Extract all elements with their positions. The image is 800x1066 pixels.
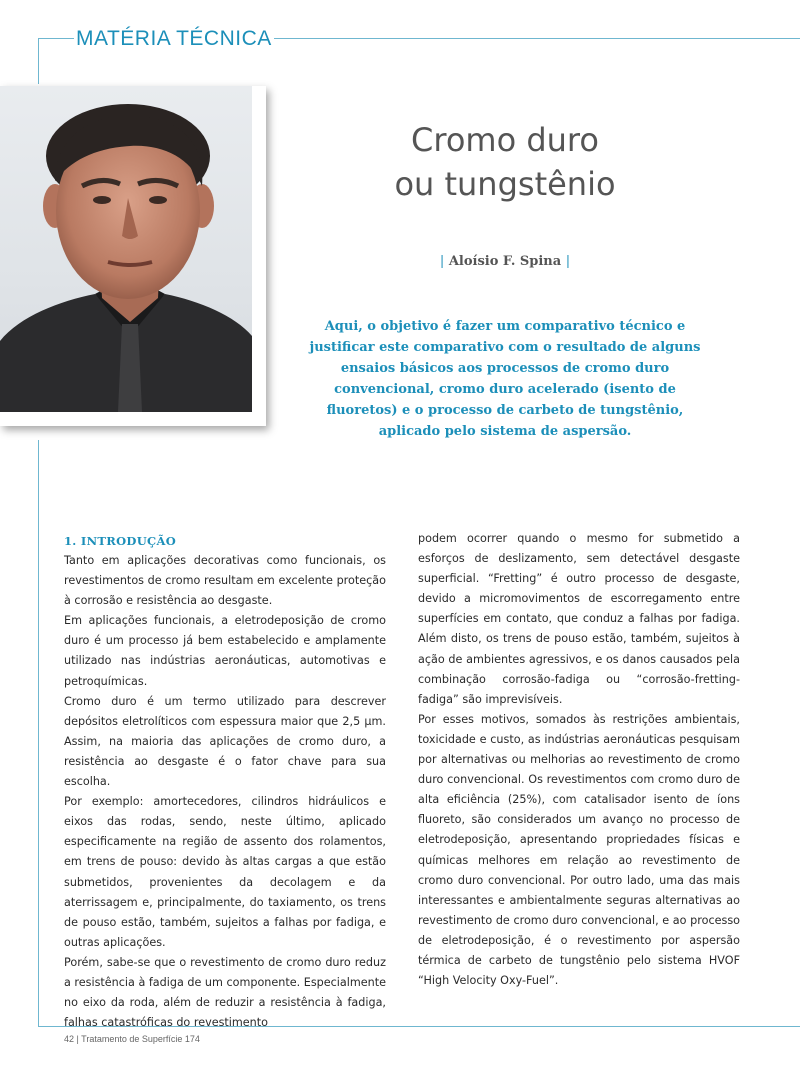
header-rule-left [38, 38, 78, 39]
body-column-right [418, 529, 740, 991]
body-paragraph: podem ocorrer quando o mesmo for submetido a esforços de deslizamento, sem detectável desgaste superficial. “Fretting” é outro processo de desgaste, devido a micromovimentos de escorregamento entre superfícies em contato, que conduz a falhas por fadiga. Além disto, os trens de pouso estão, também, sujeitos à ação de ambientes agressivos, e os danos causados pela combinação corrosão-fadiga ou “corrosão-fretting-fadiga” são imprevisíveis. [418, 532, 740, 706]
article-title-line-1: Cromo duro [411, 121, 599, 159]
body-paragraph: Porém, sabe-se que o revestimento de cromo duro reduz a resistência à fadiga de um componente. Especialmente no eixo da roda, além de reduzir a resistência à fadiga, falhas catastróficas do revestimento [64, 955, 386, 1030]
author-portrait-illustration [0, 86, 252, 412]
author-byline [330, 254, 680, 269]
margin-rule-vertical [38, 440, 39, 1026]
header-rule-vertical [38, 38, 39, 84]
article-title [330, 118, 680, 206]
header-rule-right [268, 38, 800, 39]
body-column-left [64, 531, 386, 1033]
body-paragraph: Tanto em aplicações decorativas como funcionais, os revestimentos de cromo resultam em excelente proteção à corrosão e resistência ao desgaste. [64, 554, 386, 608]
body-paragraph: Por esses motivos, somados às restrições ambientais, toxicidade e custo, as indústrias aeronáuticas pesquisam por alternativas ou melhorias ao revestimento de cromo duro convencional. Os revestimentos com cromo duro de alta eficiência (25%), com catalisador isento de íons fluoreto, são considerados um avanço no processo de eletrodeposição, apresentando propriedades físicas e químicas melhores em relação ao revestimento de cromo duro convencional. Por outro lado, uma das mais interessantes e ambientalmente seguras alternativas ao revestimento de cromo duro convencional, e ao processo de eletrodeposição, é o revestimento por aspersão térmica de carbeto de tungstênio pelo sistema HVOF “High Velocity Oxy-Fuel”. [418, 712, 740, 988]
author-photo-frame [0, 86, 266, 426]
body-paragraph: Por exemplo: amortecedores, cilindros hidráulicos e eixos das rodas, sendo, neste último, aplicado especificamente na região de assento dos rolamentos, em trens de pouso: devido às altas cargas a que estão submetidos, provenientes da decolagem e da aterrissagem e, principalmente, do taxiamento, os trens de pouso estão, também, sujeitos a falhas por fadiga, e outras aplicações. [64, 795, 386, 949]
body-paragraph: Em aplicações funcionais, a eletrodeposição de cromo duro é um processo já bem estabelecido e amplamente utilizado nas indústrias aeronáuticas, automotivas e petroquímicas. [64, 614, 386, 688]
author-photo [0, 86, 252, 412]
article-lead: Aqui, o objetivo é fazer um comparativo técnico e justificar este comparativo com o resultado de alguns ensaios básicos aos processos de cromo duro convencional, cromo duro acelerado (isento de fluoretos) e o processo de carbeto de tungstênio, aplicado pelo sistema de aspersão. [309, 319, 701, 439]
byline-bar-left: | [439, 254, 445, 269]
body-paragraph: Cromo duro é um termo utilizado para descrever depósitos eletrolíticos com espessura maior que 2,5 µm. Assim, na maioria das aplicações de cromo duro, a resistência ao desgaste é o fator chave para sua escolha. [64, 694, 386, 789]
article-title-line-2: ou tungstênio [394, 165, 616, 203]
section-heading-introducao: 1. INTRODUÇÃO [64, 534, 177, 548]
section-label: MATÉRIA TÉCNICA [74, 24, 274, 54]
author-name: Aloísio F. Spina [448, 254, 562, 269]
byline-bar-right: | [565, 254, 571, 269]
page-footer: 42 | Tratamento de Superfície 174 [64, 1034, 200, 1044]
